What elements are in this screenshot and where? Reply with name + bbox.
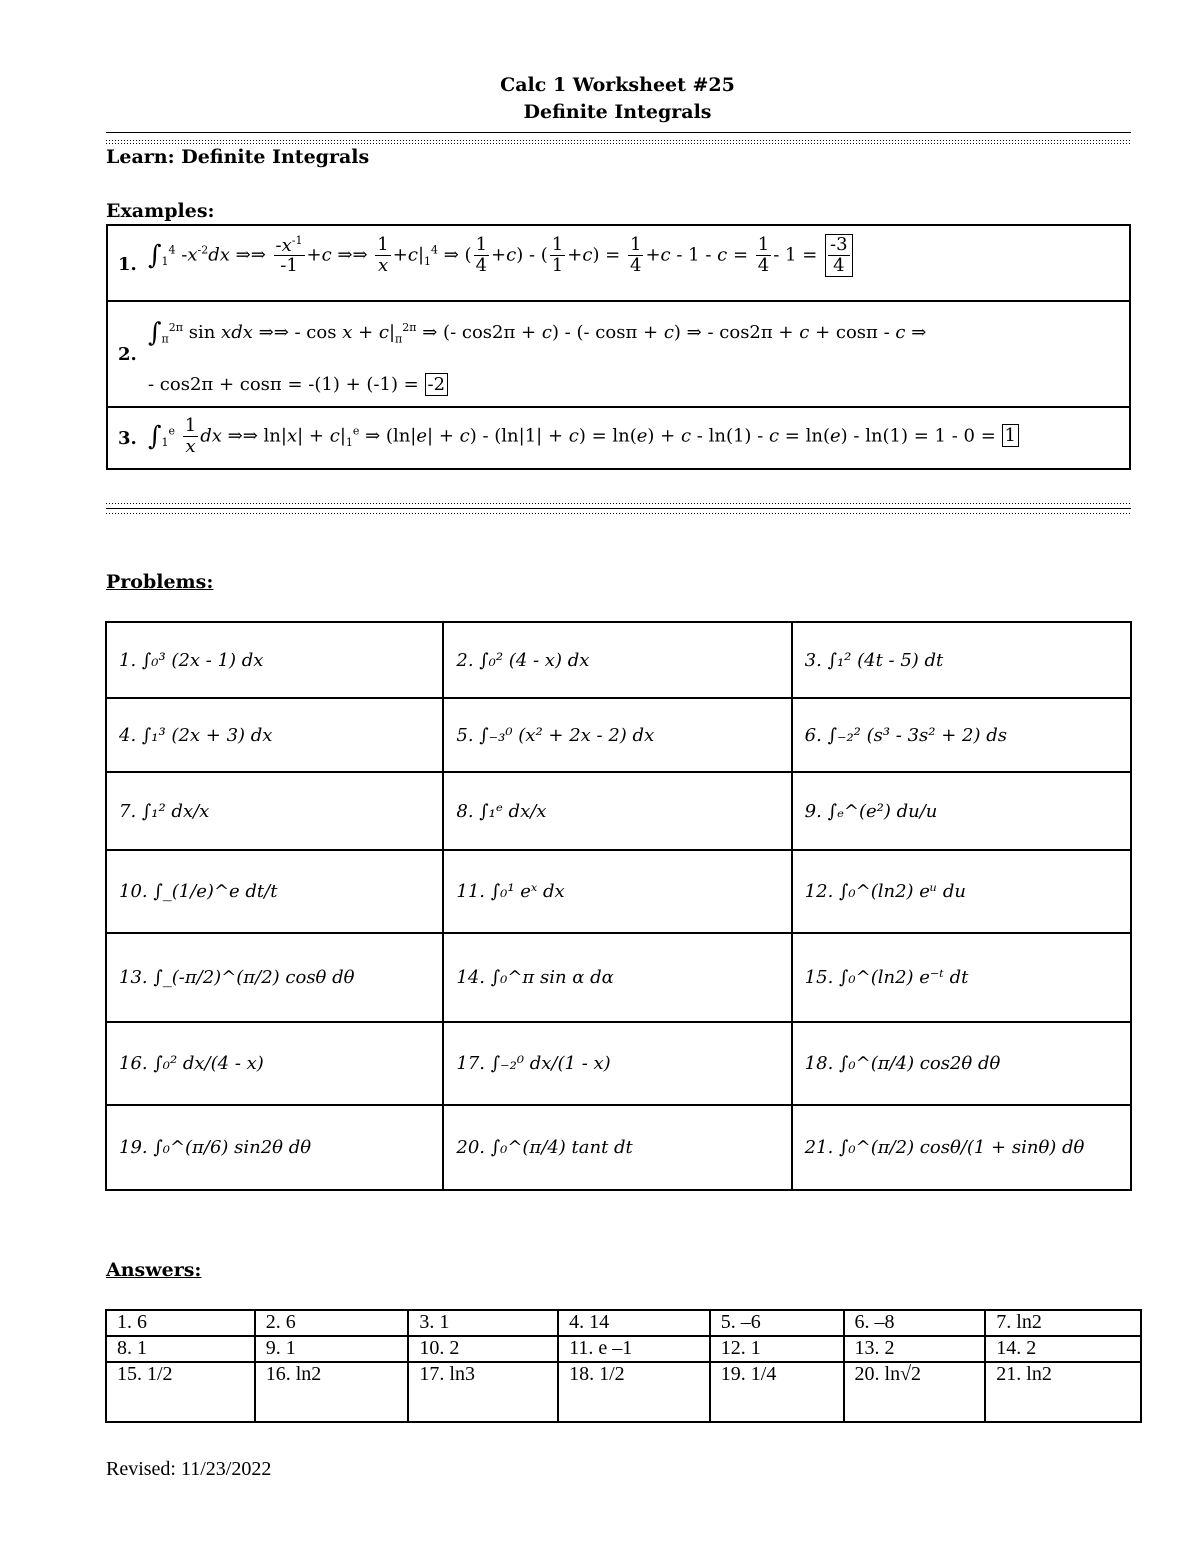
answer-cell: 13. 2: [844, 1336, 986, 1362]
revised-date: Revised: 11/23/2022: [106, 1458, 272, 1480]
answer-cell: 10. 2: [408, 1336, 558, 1362]
answer-cell: 18. 1/2: [558, 1362, 710, 1422]
problem-cell: [443, 698, 791, 772]
examples-box: [106, 224, 1131, 470]
table-row: [106, 1022, 1131, 1105]
example-number: 1.: [118, 254, 137, 275]
answer-cell: 8. 1: [106, 1336, 255, 1362]
problems-heading: Problems:: [106, 571, 214, 593]
answer-cell: 7. ln2: [985, 1310, 1141, 1336]
problem-cell: [792, 698, 1131, 772]
problem-expression: 6. ∫₋₂² (s³ - 3s² + 2) ds: [804, 724, 1007, 746]
table-row: [106, 698, 1131, 772]
problem-cell: [106, 933, 443, 1022]
answers-heading: Answers:: [106, 1259, 202, 1281]
problem-expression: 16. ∫₀² dx/(4 - x): [119, 1053, 264, 1074]
problem-cell: [443, 1105, 791, 1190]
problem-cell: [443, 1022, 791, 1105]
problem-cell: [106, 1022, 443, 1105]
examples-heading: Examples:: [106, 200, 215, 222]
table-row: [106, 850, 1131, 933]
learn-heading: Learn: Definite Integrals: [106, 146, 370, 168]
divider: [106, 140, 1131, 141]
divider: [108, 406, 1129, 408]
problem-expression: 18. ∫₀^(π/4) cos2θ dθ: [804, 1053, 1001, 1074]
answers-table: [105, 1309, 1142, 1423]
example-1-expression: $\int_1^4$ $-x^{-2}dx$ ⇒⇒ $\frac{-x^{-1}}{-1}$ +c ⇒⇒ $\frac{1}{x}$ $+c|_1^4$ ⇒ ( $\frac{1}{4}$ +c) - ( $\frac{1}{1}$ +c) = $\frac{1}{4}$ +c - 1 - c = $\frac{1}{4}$ - 1 = $\frac{-3}{4}$: [148, 234, 855, 277]
problem-expression: 10. ∫_(1/e)^e dt/t: [119, 881, 278, 902]
table-row: [106, 1362, 1141, 1422]
problem-expression: 9. ∫ₑ^(e²) du/u: [804, 800, 938, 822]
problem-cell: [106, 850, 443, 933]
problem-expression: 8. ∫₁ᵉ dx/x: [456, 800, 547, 822]
problem-expression: 4. ∫₁³ (2x + 3) dx: [119, 724, 273, 746]
example-number: 2.: [118, 344, 137, 365]
problem-expression: 20. ∫₀^(π/4) tant dt: [456, 1137, 633, 1158]
table-row: [106, 772, 1131, 850]
answer-cell: 5. –6: [710, 1310, 844, 1336]
table-row: [106, 622, 1131, 698]
page-subtitle: Definite Integrals: [523, 101, 712, 123]
problem-expression: 11. ∫₀¹ eˣ dx: [456, 881, 565, 902]
answer-cell: 4. 14: [558, 1310, 710, 1336]
problem-expression: 5. ∫₋₃⁰ (x² + 2x - 2) dx: [456, 724, 655, 746]
divider: [106, 503, 1131, 504]
answer-cell: 19. 1/4: [710, 1362, 844, 1422]
problem-expression: 15. ∫₀^(ln2) e⁻ᵗ dt: [804, 967, 969, 988]
problem-expression: 14. ∫₀^π sin α dα: [456, 967, 614, 988]
problem-cell: [443, 622, 791, 698]
answer-cell: 9. 1: [255, 1336, 409, 1362]
example-2-expression: $\int_\pi^{2\pi}$ sin xdx ⇒⇒ - $\cos x + c|_\pi^{2\pi}$ ⇒ (- cos2π + c) - (- cosπ + c) ⇒ - cos2π + c + cosπ - c ⇒: [148, 318, 927, 348]
answer-cell: 12. 1: [710, 1336, 844, 1362]
problem-cell: [792, 1022, 1131, 1105]
table-row: [106, 933, 1131, 1022]
problem-expression: 12. ∫₀^(ln2) eᵘ du: [804, 881, 966, 902]
page-title: Calc 1 Worksheet #25: [500, 74, 735, 96]
problem-cell: [106, 698, 443, 772]
divider: [108, 300, 1129, 302]
divider: [106, 508, 1131, 509]
answer-cell: 1. 6: [106, 1310, 255, 1336]
answer-cell: 15. 1/2: [106, 1362, 255, 1422]
answer-cell: 21. ln2: [985, 1362, 1141, 1422]
table-row: [106, 1336, 1141, 1362]
problem-cell: [792, 933, 1131, 1022]
problem-expression: 13. ∫_(-π/2)^(π/2) cosθ dθ: [119, 967, 355, 988]
answer-cell: 2. 6: [255, 1310, 409, 1336]
answer-cell: 6. –8: [844, 1310, 986, 1336]
example-3-expression: $\int_1^e$ $\frac{1}{x}$ dx ⇒⇒ $\ln|x| + c|_1^e$ ⇒ (ln|e| + c) - (ln|1| + c) = ln(e) + c - ln(1) - c = ln(e) - ln(1) = 1 - 0 = 1: [148, 416, 1019, 457]
answer-cell: 20. ln√2: [844, 1362, 986, 1422]
problem-cell: [106, 1105, 443, 1190]
table-row: [106, 1105, 1131, 1190]
problem-cell: [792, 622, 1131, 698]
answer-cell: 3. 1: [408, 1310, 558, 1336]
divider: [106, 132, 1131, 133]
answer-cell: 17. ln3: [408, 1362, 558, 1422]
problem-cell: [443, 933, 791, 1022]
divider: [106, 143, 1131, 144]
problem-cell: [792, 772, 1131, 850]
problem-expression: 19. ∫₀^(π/6) sin2θ dθ: [119, 1137, 312, 1158]
example-2-expression-line2: - cos2π + cosπ = -(1) + (-1) = -2: [148, 374, 448, 395]
problem-expression: 17. ∫₋₂⁰ dx/(1 - x): [456, 1053, 611, 1074]
problem-expression: 1. ∫₀³ (2x - 1) dx: [119, 649, 264, 671]
problems-table: [105, 621, 1132, 1191]
answer-cell: 11. e –1: [558, 1336, 710, 1362]
problem-expression: 2. ∫₀² (4 - x) dx: [456, 649, 590, 671]
table-row: [106, 1310, 1141, 1336]
problem-cell: [792, 1105, 1131, 1190]
problem-expression: 3. ∫₁² (4t - 5) dt: [804, 649, 944, 671]
problem-expression: 21. ∫₀^(π/2) cosθ/(1 + sinθ) dθ: [804, 1137, 1085, 1158]
example-number: 3.: [118, 428, 137, 449]
divider: [106, 513, 1131, 514]
problem-cell: [443, 772, 791, 850]
problem-cell: [106, 622, 443, 698]
problem-expression: 7. ∫₁² dx/x: [119, 800, 210, 822]
problem-cell: [443, 850, 791, 933]
answer-cell: 14. 2: [985, 1336, 1141, 1362]
answer-cell: 16. ln2: [255, 1362, 409, 1422]
problem-cell: [792, 850, 1131, 933]
problem-cell: [106, 772, 443, 850]
